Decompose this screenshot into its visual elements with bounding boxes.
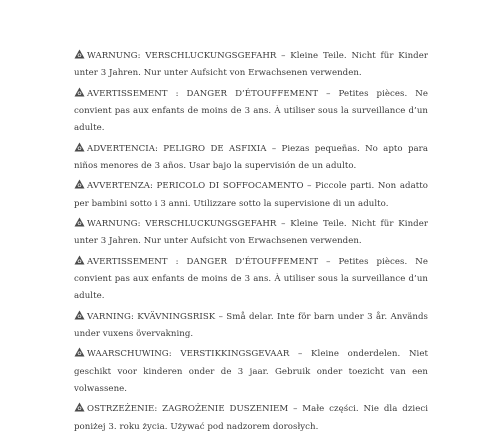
warning-text: AVVERTENZA: PERICOLO DI SOFFOCAMENTO – Piccole parti. Non adatto per bambini sotto i 3 anni. Utilizzare sotto la supervisione di un adulto. [74,181,428,209]
warning-triangle-icon [74,142,85,152]
warning-text: OSTRZEŻENIE: ZAGROŻENIE DUSZENIEM – Małe części. Nie dla dzieci poniżej 3. roku życia. Używać pod nadzorem dorosłych. [74,404,428,432]
warning-es [74,141,428,176]
warning-text: AVERTISSEMENT : DANGER D’ÉTOUFFEMENT – Petites pièces. Ne convient pas aux enfants de moins de 3 ans. À utiliser sous la surveillance d’un adulte. [74,88,428,134]
warning-triangle-icon [74,179,85,189]
warning-text: VARNING: KVÄVNINGSRISK – Små delar. Inte för barn under 3 år. Används under vuxens övervakning. [74,311,428,340]
warning-de-1 [74,48,428,83]
warning-de-2 [74,216,428,251]
warning-pl [74,401,428,436]
warning-text: WAARSCHUWING: VERSTIKKINGSGEVAAR – Kleine onderdelen. Niet geschikt voor kinderen onder de 3 jaar. Gebruik onder toezicht van een volwassene. [74,349,428,394]
warning-fr-1 [74,86,428,138]
warning-triangle-icon [74,87,85,97]
warning-sv [74,309,428,344]
warning-it [74,178,428,213]
warning-triangle-icon [74,255,85,265]
warning-triangle-icon [74,49,85,59]
warning-text: WARNUNG: VERSCHLUCKUNGSGEFAHR – Kleine Teile. Nicht für Kinder unter 3 Jahren. Nur unter Aufsicht von Erwachsenen verwenden. [74,219,428,247]
warning-triangle-icon [74,347,85,357]
warning-text: WARNUNG: VERSCHLUCKUNGSGEFAHR – Kleine Teile. Nicht für Kinder unter 3 Jahren. Nur unter Aufsicht von Erwachsenen verwenden. [74,51,428,79]
warning-triangle-icon [74,310,85,320]
warning-text: AVERTISSEMENT : DANGER D’ÉTOUFFEMENT – Petites pièces. Ne convient pas aux enfants de moins de 3 ans. À utiliser sous la surveillance d’un adulte. [74,256,428,302]
warning-text: ADVERTENCIA: PELIGRO DE ASFIXIA – Piezas pequeñas. No apto para niños menores de 3 años. Usar bajo la supervisión de un adulto. [74,143,428,171]
warning-fr-2 [74,254,428,306]
warning-triangle-icon [74,217,85,227]
warning-labels-block [74,48,428,436]
warning-nl [74,346,428,398]
warning-triangle-icon [74,402,85,412]
